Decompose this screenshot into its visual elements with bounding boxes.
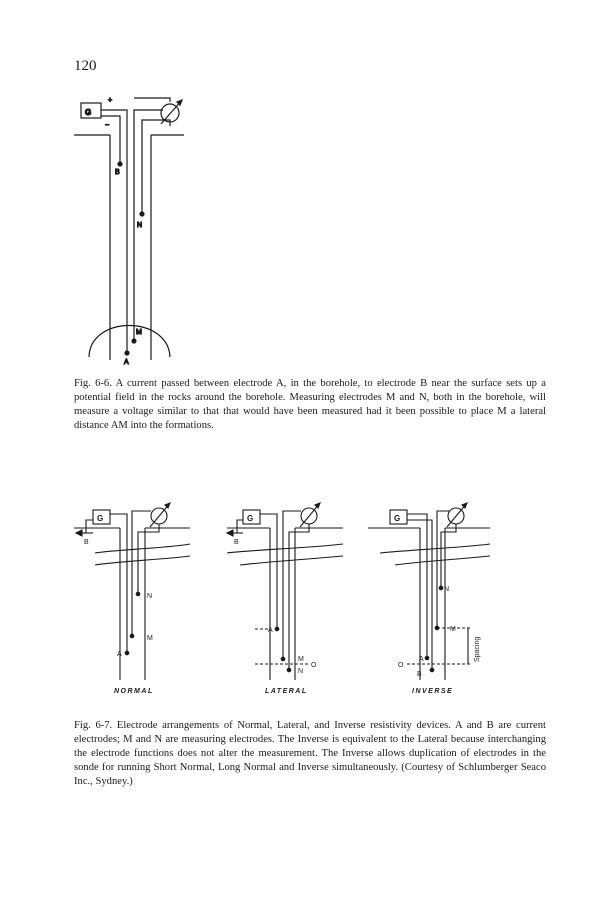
lateral-wire-a — [260, 514, 277, 629]
lateral-wire-n — [289, 524, 309, 670]
lateral-arrangement — [227, 503, 343, 680]
normal-a-label: A — [117, 651, 122, 658]
inverse-spacing-label: Spacing — [474, 636, 481, 662]
normal-electrode-m-dot — [130, 634, 134, 638]
lateral-bed-bottom — [240, 556, 343, 565]
lateral-electrode-a-dot — [275, 627, 279, 631]
plus-sign: + — [108, 97, 113, 104]
inverse-generator-label: G — [394, 514, 401, 523]
inverse-electrode-n-dot — [439, 586, 443, 590]
normal-b-label: B — [84, 539, 89, 546]
inverse-bed-bottom — [395, 556, 490, 565]
normal-bed-bottom — [95, 556, 190, 565]
normal-arrangement — [74, 503, 190, 680]
figure-6-7-caption: Fig. 6-7. Electrode arrangements of Normal, Lateral, and Inverse resistivity devices. A and B are current electrodes; M and N are measuring electrodes. The Inverse is equivalent to the Lateral because interchanging the electrode functions does not alter the measurement. The Inverse allows duplication of electrodes in the sonde for running Short Normal, Long Normal and Inverse simultaneously. (Courtesy of Schlumberger Seaco Inc., Sydney.) — [74, 720, 546, 787]
normal-title: NORMAL — [114, 688, 154, 695]
lateral-title: LATERAL — [265, 688, 308, 695]
normal-m-label: M — [147, 635, 153, 642]
lateral-ground-arrow — [227, 530, 233, 536]
normal-wire-a — [110, 514, 127, 653]
lateral-n-label: N — [298, 668, 304, 675]
normal-wire-m — [132, 511, 151, 636]
inverse-b-label: B — [417, 671, 422, 678]
inverse-title: INVERSE — [412, 688, 454, 695]
figure-6-6-caption: Fig. 6-6. A current passed between electrode A, in the borehole, to electrode B near the surface sets up a potential field in the rocks around the borehole. Measuring electrodes M and N, both in the borehole, will measure a voltage similar to that that would have been measured had it been possible to place M a lateral distance AM into the formations. — [74, 378, 546, 431]
lateral-electrode-m-dot — [281, 657, 285, 661]
inverse-wire-a — [407, 514, 427, 658]
inverse-a-label: A — [419, 656, 424, 663]
normal-bed-top — [95, 544, 190, 553]
inverse-arrangement — [368, 503, 490, 680]
inverse-electrode-b-dot — [430, 668, 434, 672]
normal-ground-arrow — [76, 530, 82, 536]
lateral-a-label: A — [268, 627, 273, 634]
inverse-bed-top — [380, 544, 490, 553]
inverse-o-label: O — [398, 662, 404, 669]
lateral-bed-top — [227, 544, 343, 553]
lateral-generator-label: G — [247, 514, 254, 523]
generator-label: G — [85, 108, 92, 117]
inverse-wire-n — [441, 524, 456, 588]
electrode-n-label: N — [137, 222, 143, 229]
lateral-o-label: O — [311, 662, 317, 669]
inverse-m-label: M — [450, 626, 456, 633]
electrode-b-label: B — [115, 169, 120, 176]
normal-electrode-n-dot — [136, 592, 140, 596]
normal-electrode-a-dot — [125, 651, 129, 655]
page-number: 120 — [74, 58, 97, 74]
minus-sign: − — [105, 122, 110, 129]
normal-n-label: N — [147, 593, 153, 600]
normal-generator-label: G — [97, 514, 104, 523]
lateral-m-label: M — [298, 656, 304, 663]
lateral-wire-b — [237, 520, 243, 533]
lateral-b-label: B — [234, 539, 239, 546]
normal-wire-b — [86, 520, 93, 533]
inverse-n-label: N — [444, 586, 450, 593]
electrode-a-label: A — [124, 359, 129, 366]
inverse-electrode-a-dot — [425, 656, 429, 660]
electrode-m-label: M — [136, 329, 142, 336]
lateral-electrode-n-dot — [287, 668, 291, 672]
lateral-wire-m — [283, 511, 301, 659]
